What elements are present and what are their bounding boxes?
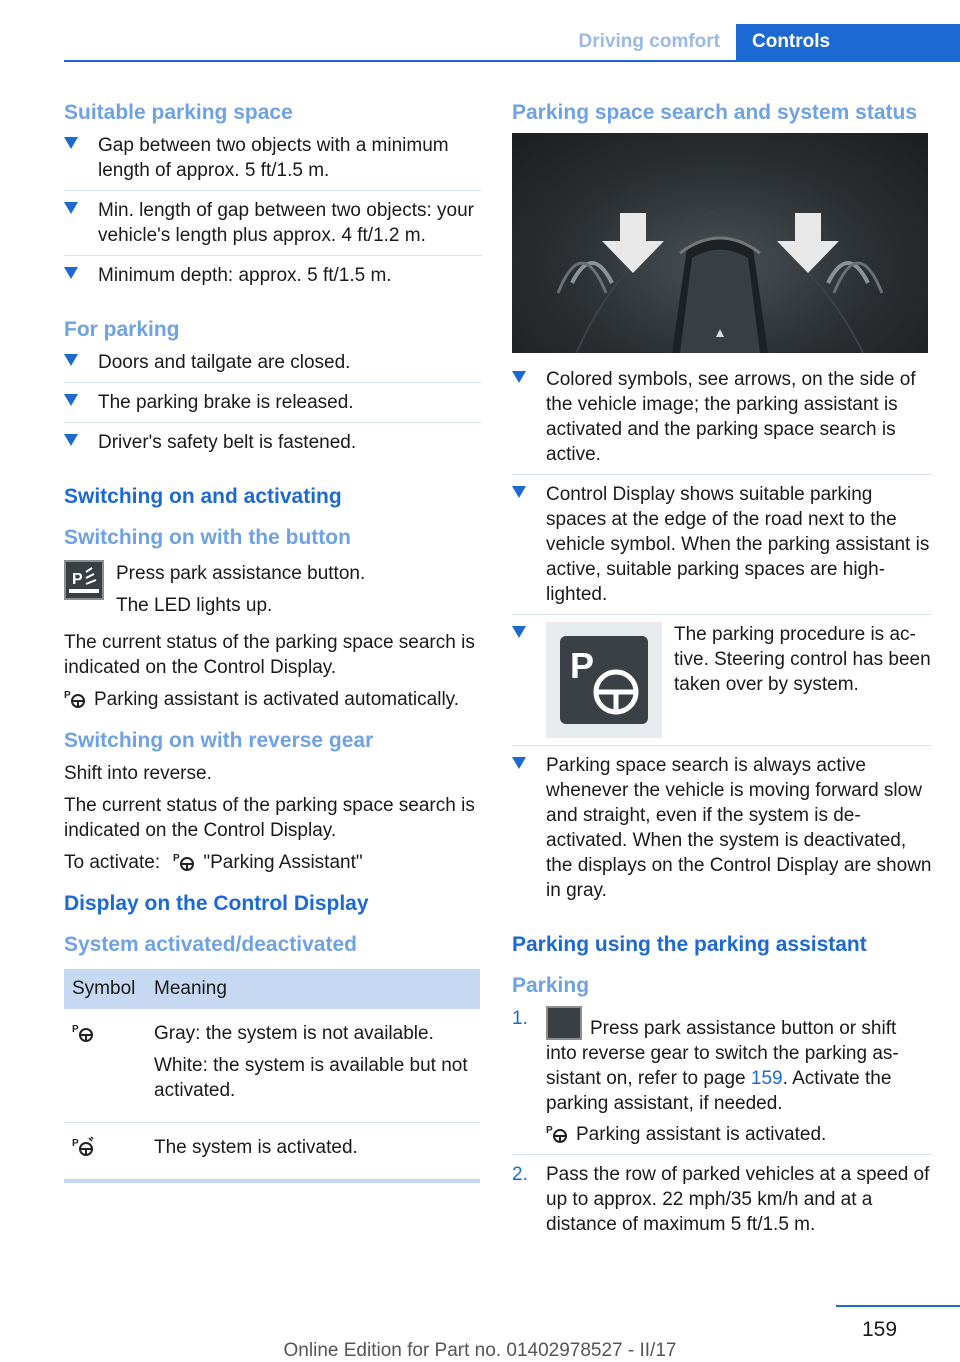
triangle-bullet-icon [512, 371, 526, 383]
table-row [64, 1009, 480, 1123]
list-item: Driver's safety belt is fastened. [64, 430, 482, 462]
svg-text:P: P [72, 571, 83, 588]
list-item: Doors and tailgate are closed. [64, 350, 482, 383]
edition-footer: Online Edition for Part no. 01402978527 - II/17 [283, 1340, 677, 1361]
svg-text:P: P [72, 1024, 79, 1035]
heading-parking-using: Parking using the parking assistant [512, 933, 867, 956]
column-header-meaning: Meaning [146, 969, 480, 1009]
left-column [64, 100, 482, 1183]
svg-text:P: P [546, 1125, 553, 1136]
footer-rule [836, 1305, 960, 1307]
page-header [64, 24, 960, 62]
list-item: Gap between two objects with a minimum length of approx. 5 ft/1.5 m. [64, 133, 482, 191]
symbol-cell [64, 1123, 146, 1182]
status-text: The current status of the parking space search is indicated on the Control Display. [64, 632, 475, 678]
step-item: 2. Pass the row of parked vehicles at a speed of up to approx. 22 mph/35 km/h and at a distance of maximum 5 ft/1.5 m. [512, 1164, 930, 1235]
triangle-bullet-icon [64, 137, 78, 149]
list-item: Parking space search is always active whenever the vehicle is moving forward slow and straight, even if the system is de-activated. When the system is deactivated, the displays on the Control Display are shown in gray. [512, 753, 932, 910]
triangle-bullet-icon [512, 626, 526, 638]
triangle-bullet-icon [512, 757, 526, 769]
park-assist-button-icon [64, 560, 104, 600]
svg-text:P: P [173, 853, 181, 864]
search-status-list [512, 367, 932, 910]
heading-display: Display on the Control Display [64, 892, 369, 915]
heading-switching-on: Switching on and activating [64, 485, 342, 508]
svg-text:P: P [64, 690, 71, 701]
symbol-table [64, 969, 480, 1183]
symbol-cell [64, 1009, 146, 1123]
parking-assistant-active-icon [72, 1136, 94, 1156]
led-text: The LED lights up. [116, 595, 273, 616]
heading-search-status: Parking space search and system status [512, 101, 918, 124]
heading-reverse-gear: Switching on with reverse gear [64, 729, 374, 752]
heading-for-parking: For parking [64, 318, 180, 341]
list-item: P The parking procedure is ac-tive. Steering control has been taken over by system. [512, 622, 932, 746]
button-instruction: Press park assistance button. [116, 563, 366, 584]
parking-steps [512, 1006, 932, 1244]
parking-assistant-icon [173, 851, 195, 871]
parking-assistant-icon [64, 688, 86, 708]
auto-activate-text: P Parking assistant is activated automatically. [64, 689, 460, 710]
right-column [512, 100, 932, 1251]
list-item: Min. length of gap between two objects: your vehicle's length plus approx. 4 ft/1.2 m. [64, 198, 482, 256]
triangle-bullet-icon [64, 434, 78, 446]
parking-conditions-list [64, 350, 482, 462]
page-link[interactable]: 159 [750, 1068, 783, 1089]
control-display-image [512, 133, 928, 353]
suitable-list [64, 133, 482, 295]
triangle-bullet-icon [64, 354, 78, 366]
table-header-row [64, 969, 480, 1009]
chapter-tab: Controls [736, 24, 960, 60]
column-header-symbol: Symbol [64, 969, 146, 1009]
list-item: Minimum depth: approx. 5 ft/1.5 m. [64, 263, 482, 295]
heading-system-status: System activated/deactivated [64, 933, 357, 956]
heading-parking: Parking [512, 974, 590, 997]
shift-text: Shift into reverse. [64, 763, 212, 784]
triangle-bullet-icon [64, 394, 78, 406]
triangle-bullet-icon [64, 202, 78, 214]
svg-text:P: P [570, 645, 595, 686]
park-button-row [64, 558, 482, 622]
heading-switching-button: Switching on with the button [64, 526, 351, 549]
list-item: The parking brake is released. [64, 390, 482, 423]
table-row [64, 1123, 480, 1182]
parking-assistant-icon [546, 1123, 568, 1143]
step-item: 1. Press park assistance button or shift into reverse gear to switch the parking as-sistant on, refer to page 159. Activate the parking assistant, if needed. P Parking assistant is activated. [512, 1006, 932, 1155]
status-text-2: The current status of the parking space search is indicated on the Control Display. [64, 795, 475, 841]
list-item: Control Display shows suitable parking spaces at the edge of the road next to the vehicle symbol. When the parking assistant is active, suitable parking spaces are high-lighted. [512, 482, 932, 615]
park-assist-button-icon [546, 1006, 582, 1040]
section-label: Driving comfort [578, 31, 720, 52]
steering-control-icon [546, 622, 662, 738]
triangle-bullet-icon [512, 486, 526, 498]
svg-text:P: P [72, 1138, 79, 1149]
parking-assistant-gray-icon [72, 1022, 94, 1042]
meaning-cell: Gray: the system is not available. White: the system is available but not activated. [146, 1009, 480, 1123]
meaning-cell: The system is activated. [154, 1137, 358, 1158]
heading-suitable-parking-space: Suitable parking space [64, 101, 293, 124]
activate-instruction: To activate: P "Parking Assistant" [64, 852, 363, 873]
list-item: Colored symbols, see arrows, on the side of the vehicle image; the parking assistant is activated and the parking space search is active. [512, 367, 932, 475]
page-number: 159 [862, 1318, 898, 1341]
triangle-bullet-icon [64, 267, 78, 279]
